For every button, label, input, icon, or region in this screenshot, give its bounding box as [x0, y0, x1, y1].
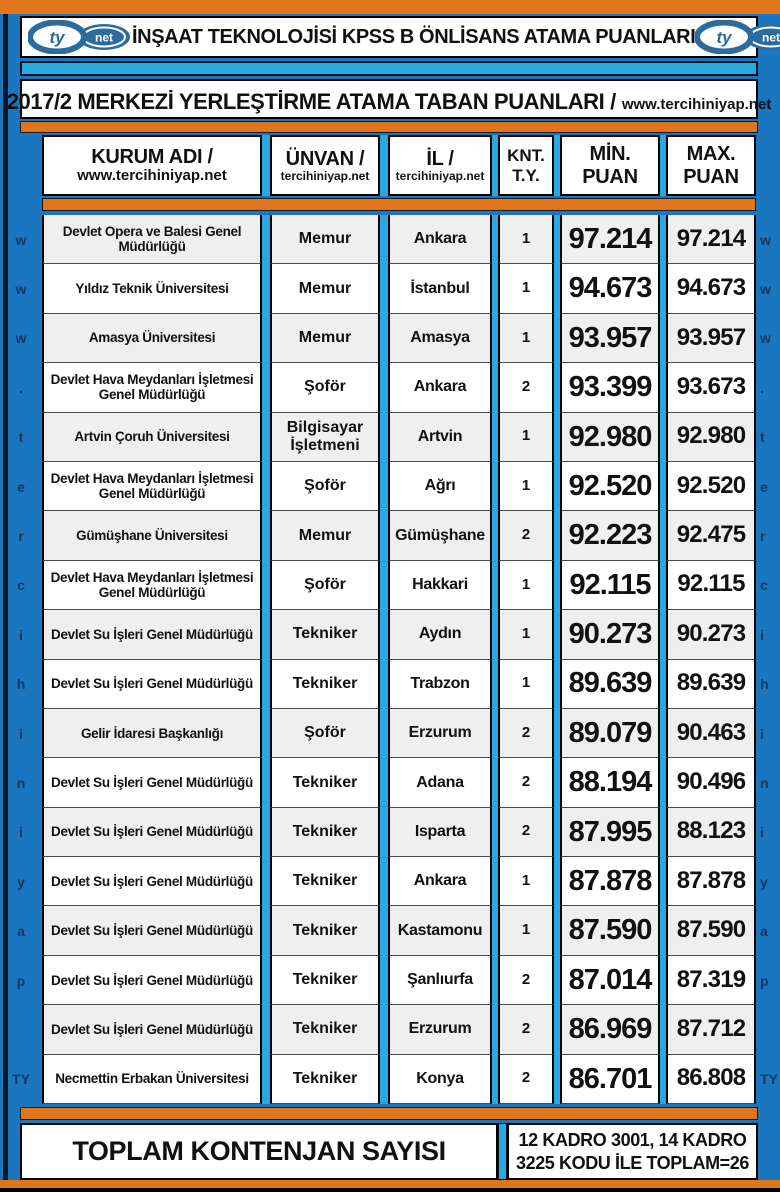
- cell-min-puan: 88.194: [560, 758, 660, 807]
- cell-min-puan: 89.079: [560, 709, 660, 758]
- tynet-logo-icon: [28, 20, 132, 54]
- cell-il: Erzurum: [388, 1005, 492, 1054]
- cell-max-puan: 87.319: [666, 956, 756, 1005]
- table-row: [42, 610, 756, 659]
- cell-min-puan: 92.520: [560, 462, 660, 511]
- cell-kurum-adi: Devlet Su İşleri Genel Müdürlüğü: [42, 1005, 262, 1054]
- watermark-letter: y: [17, 873, 25, 890]
- subtitle-site-url: www.tercihiniyap.net: [621, 96, 772, 113]
- column-separator: [262, 1055, 270, 1104]
- column-separator: [262, 511, 270, 560]
- watermark-letter: y: [760, 873, 768, 890]
- cell-min-puan: 93.957: [560, 314, 660, 363]
- cell-knt-ty: 2: [498, 956, 554, 1005]
- cell-knt-ty: 2: [498, 808, 554, 857]
- table-row: [42, 314, 756, 363]
- cell-knt-ty: 2: [498, 511, 554, 560]
- column-separator: [380, 135, 388, 196]
- watermark-letter: t: [760, 429, 765, 446]
- watermark-letter: c: [17, 577, 25, 594]
- cell-min-puan: 86.701: [560, 1055, 660, 1104]
- cell-il: İstanbul: [388, 264, 492, 313]
- header-il: İL / tercihiniyap.net: [388, 135, 492, 196]
- footer-total-box: [20, 1123, 498, 1180]
- tynet-logo-icon: [695, 20, 780, 54]
- cell-il: Konya: [388, 1055, 492, 1104]
- column-separator: [380, 610, 388, 659]
- cell-il: Ankara: [388, 215, 492, 264]
- cell-unvan: Bilgisayar İşletmeni: [270, 413, 380, 462]
- top-orange-bar: [0, 0, 780, 14]
- header-max-puan: MAX. PUAN: [666, 135, 756, 196]
- cell-min-puan: 87.590: [560, 906, 660, 955]
- cell-knt-ty: 1: [498, 413, 554, 462]
- watermark-letter: .: [760, 379, 764, 396]
- cell-knt-ty: 2: [498, 363, 554, 412]
- column-separator: [380, 758, 388, 807]
- watermark-letter: n: [760, 774, 769, 791]
- column-separator: [380, 264, 388, 313]
- column-separator: [262, 906, 270, 955]
- table-header-row: [42, 135, 756, 196]
- column-separator: [380, 413, 388, 462]
- cell-kurum-adi: Gelir İdaresi Başkanlığı: [42, 709, 262, 758]
- cell-knt-ty: 1: [498, 610, 554, 659]
- cell-il: Ankara: [388, 363, 492, 412]
- footer-separator: [498, 1123, 507, 1180]
- watermark-letter: i: [19, 824, 23, 841]
- footer-total-label: TOPLAM KONTENJAN SAYISI: [72, 1136, 446, 1166]
- cell-min-puan: 92.115: [560, 561, 660, 610]
- cell-knt-ty: 2: [498, 758, 554, 807]
- table-row: [42, 264, 756, 313]
- cell-max-puan: 92.980: [666, 413, 756, 462]
- cell-max-puan: 90.463: [666, 709, 756, 758]
- column-separator: [380, 511, 388, 560]
- svg-text:ty: ty: [716, 28, 732, 47]
- table-row: [42, 808, 756, 857]
- page-title: İNŞAAT TEKNOLOJİSİ KPSS B ÖNLİSANS ATAMA PUANLARI: [132, 25, 696, 48]
- watermark-letter: w: [760, 281, 771, 298]
- cell-il: Erzurum: [388, 709, 492, 758]
- cell-unvan: Tekniker: [270, 758, 380, 807]
- header-unvan: ÜNVAN / tercihiniyap.net: [270, 135, 380, 196]
- cell-kurum-adi: Devlet Hava Meydanları İşletmesi Genel Müdürlüğü: [42, 561, 262, 610]
- watermark-letter: TY: [12, 1071, 30, 1088]
- cell-unvan: Tekniker: [270, 610, 380, 659]
- cell-min-puan: 94.673: [560, 264, 660, 313]
- cyan-divider-bar: [20, 61, 758, 76]
- svg-text:net: net: [762, 30, 780, 45]
- cell-max-puan: 87.878: [666, 857, 756, 906]
- cell-knt-ty: 1: [498, 660, 554, 709]
- cell-unvan: Tekniker: [270, 906, 380, 955]
- cell-kurum-adi: Artvin Çoruh Üniversitesi: [42, 413, 262, 462]
- cell-unvan: Şoför: [270, 709, 380, 758]
- cell-knt-ty: 2: [498, 709, 554, 758]
- column-separator: [262, 462, 270, 511]
- bottom-black-strip: [0, 1188, 780, 1192]
- column-separator: [262, 215, 270, 264]
- cell-min-puan: 92.980: [560, 413, 660, 462]
- watermark-letter: w: [15, 281, 27, 298]
- cell-knt-ty: 1: [498, 314, 554, 363]
- column-separator: [380, 1005, 388, 1054]
- watermark-letter: h: [760, 676, 769, 693]
- cell-kurum-adi: Devlet Su İşleri Genel Müdürlüğü: [42, 758, 262, 807]
- cell-unvan: Şoför: [270, 561, 380, 610]
- cell-knt-ty: 1: [498, 857, 554, 906]
- watermark-letter: r: [18, 528, 24, 545]
- cell-max-puan: 86.808: [666, 1055, 756, 1104]
- bottom-orange-bar: [0, 1180, 780, 1188]
- column-separator: [262, 264, 270, 313]
- title-bar: [20, 16, 780, 58]
- cell-knt-ty: 2: [498, 1055, 554, 1104]
- column-separator: [262, 758, 270, 807]
- table-row: [42, 1005, 756, 1054]
- cell-unvan: Tekniker: [270, 857, 380, 906]
- cell-il: Trabzon: [388, 660, 492, 709]
- column-separator: [380, 808, 388, 857]
- cell-unvan: Memur: [270, 511, 380, 560]
- column-separator: [380, 906, 388, 955]
- subtitle-text: 2017/2 MERKEZİ YERLEŞTİRME ATAMA TABAN PUANLARI /: [6, 89, 616, 114]
- table-row: [42, 462, 756, 511]
- table-row: [42, 215, 756, 264]
- cell-max-puan: 92.475: [666, 511, 756, 560]
- cell-il: Artvin: [388, 413, 492, 462]
- cell-min-puan: 92.223: [560, 511, 660, 560]
- column-separator: [262, 660, 270, 709]
- column-separator: [380, 314, 388, 363]
- cell-il: Şanlıurfa: [388, 956, 492, 1005]
- table-row: [42, 906, 756, 955]
- column-separator: [380, 956, 388, 1005]
- cell-unvan: Tekniker: [270, 660, 380, 709]
- table-row: [42, 561, 756, 610]
- cell-il: Adana: [388, 758, 492, 807]
- watermark-letter: i: [760, 725, 764, 742]
- cell-min-puan: 86.969: [560, 1005, 660, 1054]
- watermark-letter: r: [760, 528, 766, 545]
- column-separator: [262, 363, 270, 412]
- watermark-letter: c: [760, 577, 768, 594]
- column-separator: [262, 857, 270, 906]
- cell-knt-ty: 1: [498, 906, 554, 955]
- column-separator: [262, 1005, 270, 1054]
- column-separator: [262, 413, 270, 462]
- cell-knt-ty: 2: [498, 1005, 554, 1054]
- cell-il: Aydın: [388, 610, 492, 659]
- table-row: [42, 709, 756, 758]
- cell-max-puan: 92.115: [666, 561, 756, 610]
- column-separator: [380, 709, 388, 758]
- orange-divider-above-footer: [20, 1107, 758, 1120]
- column-separator: [380, 215, 388, 264]
- watermark-letter: p: [16, 972, 26, 989]
- column-separator: [262, 135, 270, 196]
- table-body: [42, 215, 756, 1104]
- cell-kurum-adi: Devlet Su İşleri Genel Müdürlüğü: [42, 610, 262, 659]
- cell-kurum-adi: Devlet Su İşleri Genel Müdürlüğü: [42, 660, 262, 709]
- cell-knt-ty: 1: [498, 561, 554, 610]
- watermark-left: [0, 215, 42, 1104]
- watermark-letter: i: [760, 626, 764, 643]
- watermark-letter: w: [760, 330, 771, 347]
- column-separator: [262, 610, 270, 659]
- cell-max-puan: 90.496: [666, 758, 756, 807]
- cell-knt-ty: 1: [498, 462, 554, 511]
- column-separator: [380, 462, 388, 511]
- cell-unvan: Tekniker: [270, 956, 380, 1005]
- watermark-letter: [756, 1005, 780, 1054]
- table-row: [42, 857, 756, 906]
- cell-min-puan: 87.878: [560, 857, 660, 906]
- cell-kurum-adi: Necmettin Erbakan Üniversitesi: [42, 1055, 262, 1104]
- watermark-letter: i: [19, 626, 23, 643]
- cell-il: Hakkari: [388, 561, 492, 610]
- cell-kurum-adi: Gümüşhane Üniversitesi: [42, 511, 262, 560]
- cell-il: Kastamonu: [388, 906, 492, 955]
- cell-max-puan: 93.673: [666, 363, 756, 412]
- cell-unvan: Tekniker: [270, 1005, 380, 1054]
- orange-divider-below-header: [42, 198, 756, 211]
- cell-unvan: Tekniker: [270, 808, 380, 857]
- cell-min-puan: 87.995: [560, 808, 660, 857]
- cell-max-puan: 90.273: [666, 610, 756, 659]
- column-separator: [262, 561, 270, 610]
- footer-kadro-line2: 3225 KODU İLE TOPLAM=26: [515, 1152, 750, 1173]
- subtitle-bar: [6, 79, 772, 119]
- orange-divider-above-header: [20, 121, 758, 133]
- cell-unvan: Şoför: [270, 363, 380, 412]
- cell-knt-ty: 1: [498, 215, 554, 264]
- cell-max-puan: 97.214: [666, 215, 756, 264]
- table-row: [42, 413, 756, 462]
- cell-kurum-adi: Devlet Su İşleri Genel Müdürlüğü: [42, 808, 262, 857]
- column-separator: [262, 709, 270, 758]
- watermark-letter: w: [15, 231, 27, 248]
- cell-unvan: Memur: [270, 264, 380, 313]
- cell-il: Ağrı: [388, 462, 492, 511]
- table-row: [42, 363, 756, 412]
- column-separator: [262, 956, 270, 1005]
- cell-max-puan: 89.639: [666, 660, 756, 709]
- cell-kurum-adi: Devlet Su İşleri Genel Müdürlüğü: [42, 906, 262, 955]
- header-min-puan: MİN. PUAN: [560, 135, 660, 196]
- header-knt-ty: KNT. T.Y.: [498, 135, 554, 196]
- cell-min-puan: 89.639: [560, 660, 660, 709]
- watermark-letter: .: [19, 379, 23, 396]
- column-separator: [380, 660, 388, 709]
- watermark-letter: w: [760, 231, 771, 248]
- cell-kurum-adi: Amasya Üniversitesi: [42, 314, 262, 363]
- table-row: [42, 1055, 756, 1104]
- watermark-letter: a: [17, 923, 25, 940]
- watermark-letter: h: [16, 676, 26, 693]
- watermark-letter: TY: [760, 1071, 778, 1088]
- cell-kurum-adi: Devlet Hava Meydanları İşletmesi Genel Müdürlüğü: [42, 462, 262, 511]
- table-row: [42, 660, 756, 709]
- cell-unvan: Memur: [270, 215, 380, 264]
- cell-il: Isparta: [388, 808, 492, 857]
- cell-knt-ty: 1: [498, 264, 554, 313]
- svg-text:ty: ty: [49, 28, 65, 47]
- cell-il: Gümüşhane: [388, 511, 492, 560]
- cell-min-puan: 93.399: [560, 363, 660, 412]
- cell-min-puan: 97.214: [560, 215, 660, 264]
- cell-unvan: Memur: [270, 314, 380, 363]
- cell-unvan: Şoför: [270, 462, 380, 511]
- watermark-letter: i: [760, 824, 764, 841]
- cell-max-puan: 93.957: [666, 314, 756, 363]
- cell-kurum-adi: Devlet Opera ve Balesi Genel Müdürlüğü: [42, 215, 262, 264]
- cell-il: Amasya: [388, 314, 492, 363]
- watermark-letter: i: [19, 725, 23, 742]
- cell-il: Ankara: [388, 857, 492, 906]
- watermark-letter: w: [15, 330, 27, 347]
- watermark-letter: e: [760, 478, 768, 495]
- cell-max-puan: 92.520: [666, 462, 756, 511]
- watermark-letter: p: [760, 972, 769, 989]
- svg-text:net: net: [95, 30, 113, 45]
- watermark-letter: e: [17, 478, 25, 495]
- table-row: [42, 511, 756, 560]
- column-separator: [380, 363, 388, 412]
- column-separator: [262, 314, 270, 363]
- watermark-letter: n: [16, 774, 26, 791]
- cell-kurum-adi: Devlet Su İşleri Genel Müdürlüğü: [42, 956, 262, 1005]
- column-separator: [262, 808, 270, 857]
- watermark-letter: t: [18, 429, 24, 446]
- cell-max-puan: 88.123: [666, 808, 756, 857]
- watermark-right: [756, 215, 780, 1104]
- cell-min-puan: 87.014: [560, 956, 660, 1005]
- watermark-letter: [0, 1005, 42, 1054]
- table-row: [42, 758, 756, 807]
- column-separator: [380, 561, 388, 610]
- watermark-letter: a: [760, 923, 768, 940]
- cell-max-puan: 87.590: [666, 906, 756, 955]
- footer-kadro-line1: 12 KADRO 3001, 14 KADRO: [518, 1130, 747, 1150]
- cell-kurum-adi: Devlet Hava Meydanları İşletmesi Genel Müdürlüğü: [42, 363, 262, 412]
- cell-unvan: Tekniker: [270, 1055, 380, 1104]
- cell-kurum-adi: Yıldız Teknik Üniversitesi: [42, 264, 262, 313]
- cell-kurum-adi: Devlet Su İşleri Genel Müdürlüğü: [42, 857, 262, 906]
- cell-max-puan: 94.673: [666, 264, 756, 313]
- cell-max-puan: 87.712: [666, 1005, 756, 1054]
- column-separator: [380, 1055, 388, 1104]
- footer-kadro-box: [507, 1123, 758, 1180]
- column-separator: [380, 857, 388, 906]
- table-row: [42, 956, 756, 1005]
- cell-min-puan: 90.273: [560, 610, 660, 659]
- header-kurum-adi: KURUM ADI / www.tercihiniyap.net: [42, 135, 262, 196]
